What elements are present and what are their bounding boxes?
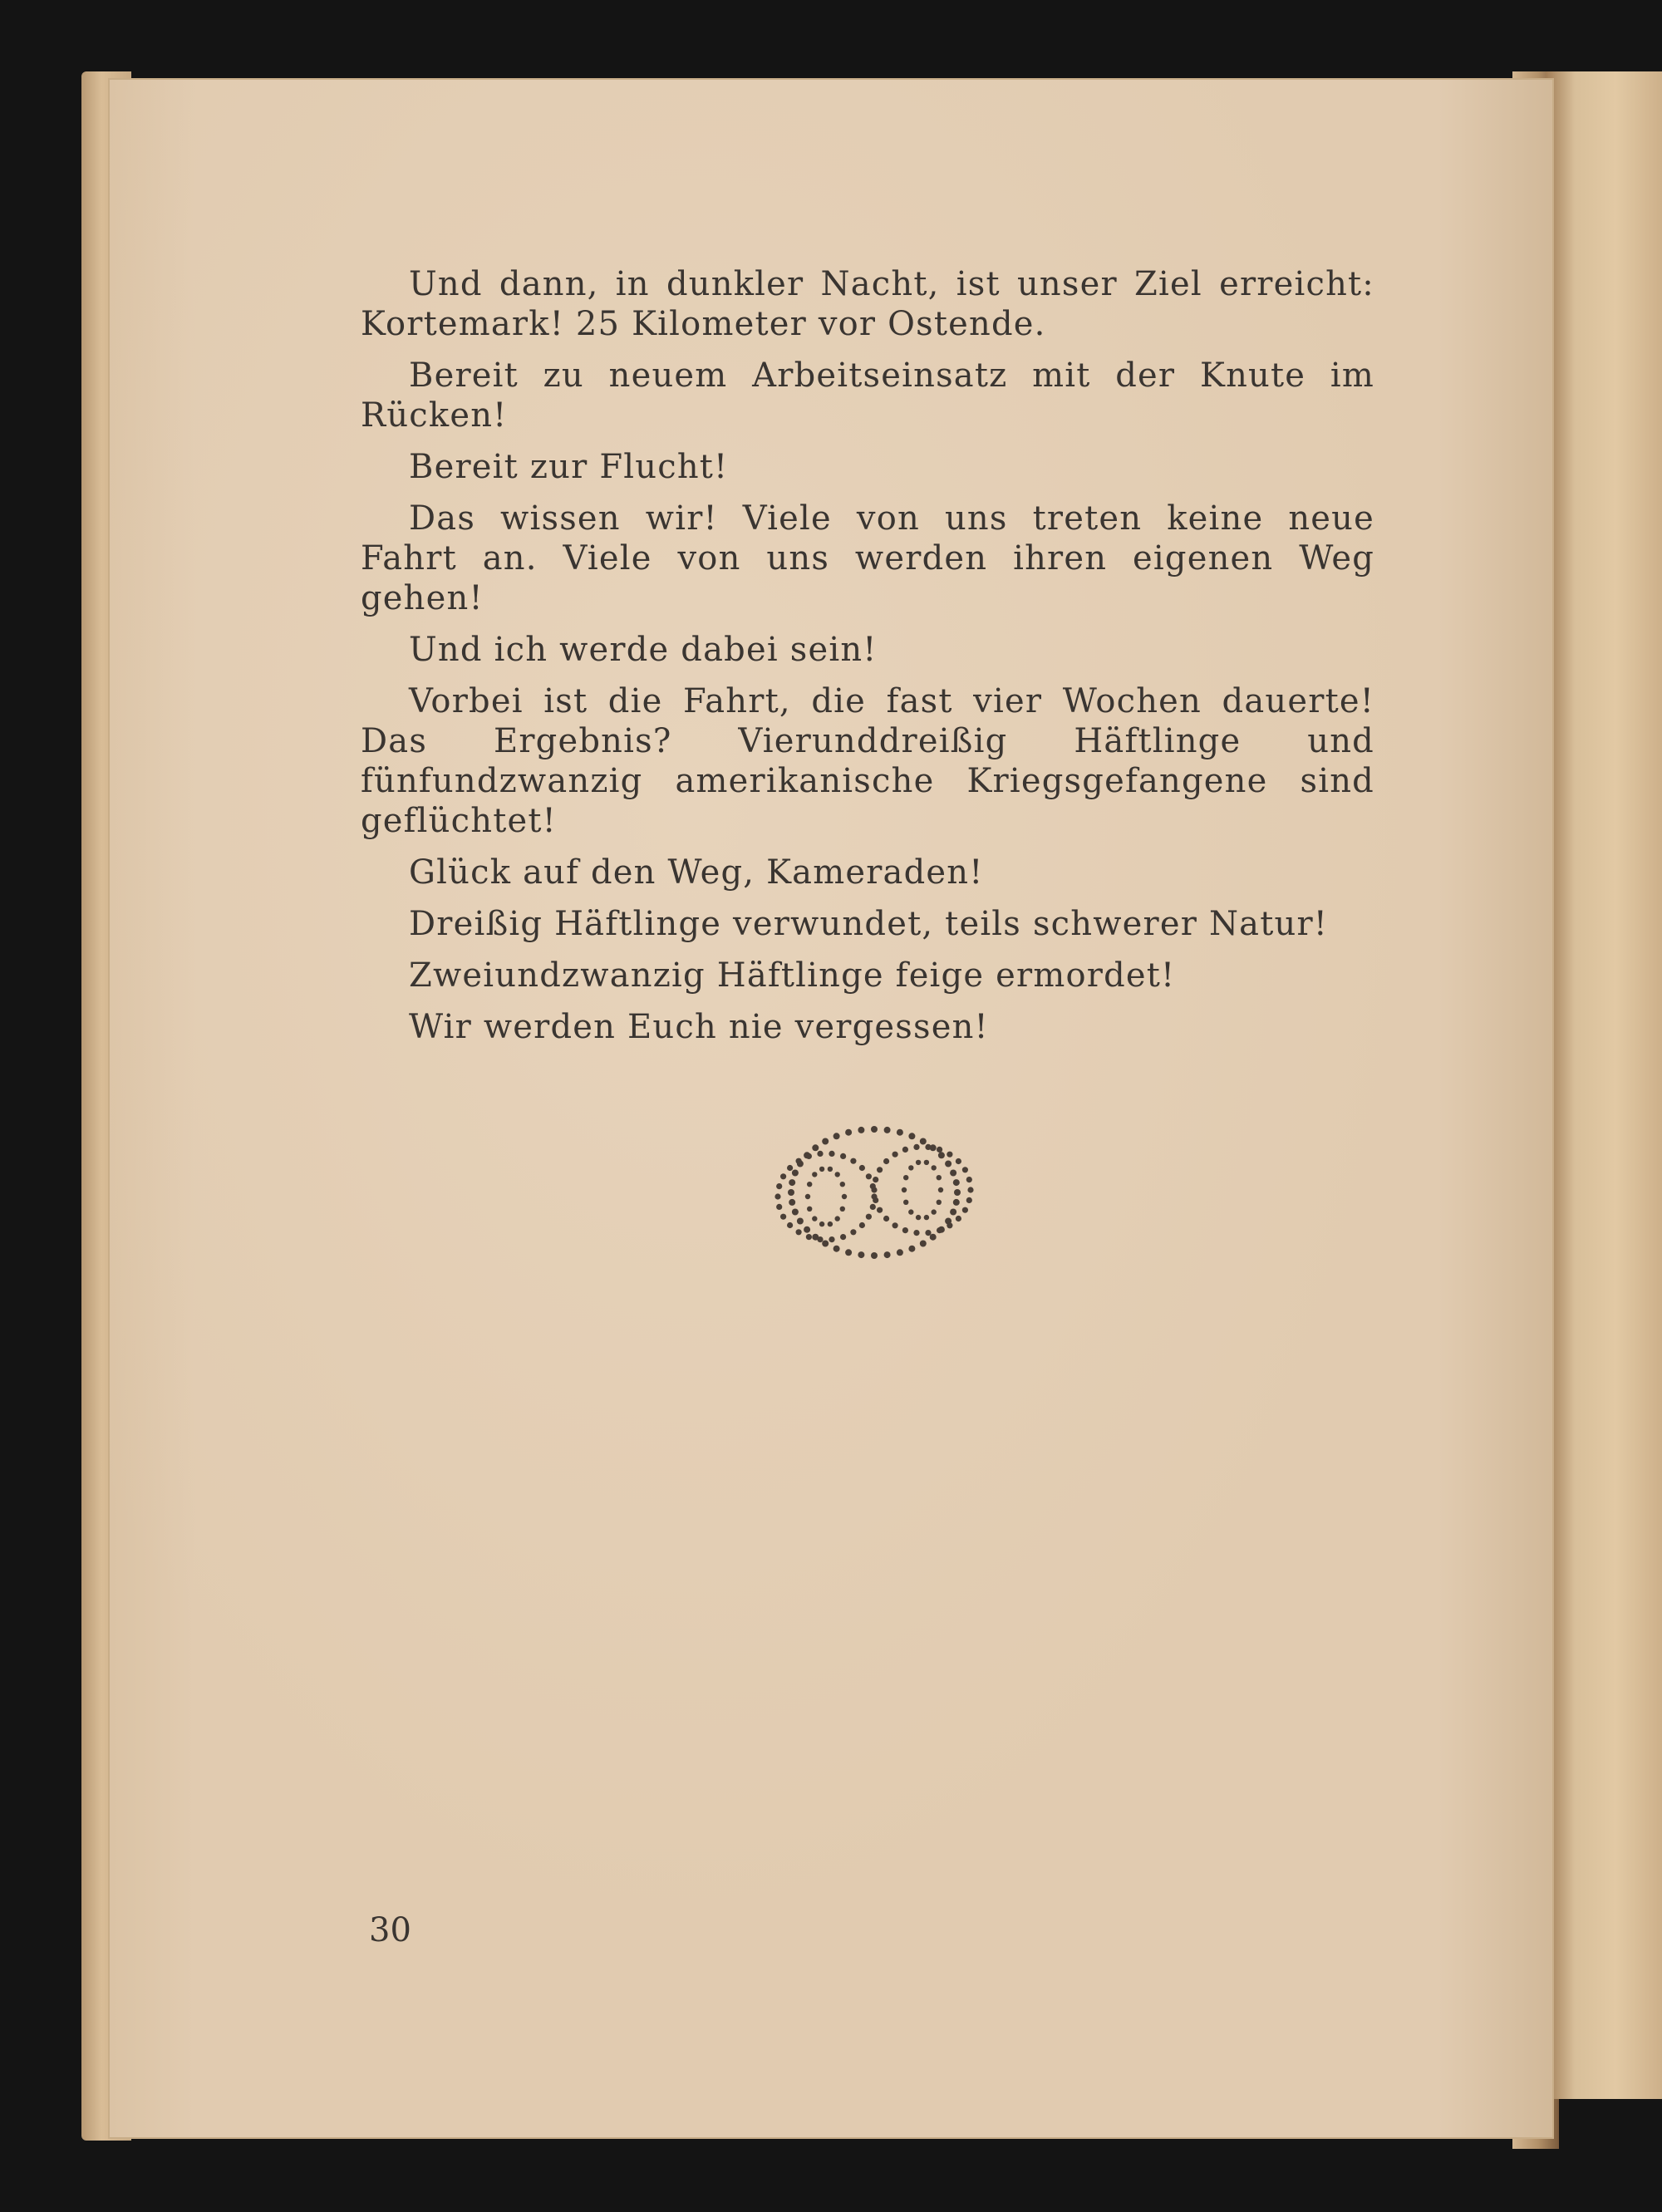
ornament-dot bbox=[937, 1227, 942, 1233]
ornament-dot bbox=[920, 1138, 927, 1145]
ornament-dot bbox=[908, 1165, 913, 1170]
ornament-dot bbox=[924, 1160, 929, 1165]
ornament-dot bbox=[792, 1209, 799, 1216]
ornament-dot bbox=[850, 1158, 856, 1164]
paragraph: Und dann, in dunkler Nacht, ist unser Ziel erreicht: Kortemark! 25 Kilometer vor Ostende. bbox=[361, 265, 1374, 343]
paragraph: Glück auf den Weg, Kameraden! bbox=[409, 853, 984, 892]
ornament-dot bbox=[807, 1182, 812, 1187]
ornament-dot bbox=[806, 1234, 812, 1240]
ornament-dot bbox=[804, 1226, 810, 1233]
paragraph: Das wissen wir! Viele von uns treten keine neue Fahrt an. Viele von uns werden ihren eigenen Weg gehen! bbox=[361, 499, 1374, 617]
ornament-dot bbox=[925, 1230, 931, 1236]
ornament-dot bbox=[947, 1222, 952, 1228]
ornament-dot bbox=[833, 1133, 840, 1139]
ornament-dot bbox=[897, 1129, 903, 1136]
ornament-dot bbox=[780, 1214, 786, 1220]
ornament-dot bbox=[796, 1229, 802, 1235]
ornament-dot bbox=[845, 1249, 852, 1256]
ornament-dot bbox=[817, 1151, 823, 1157]
ornament-dot bbox=[812, 1172, 817, 1177]
ornament-dot bbox=[873, 1197, 878, 1203]
ornament-dot bbox=[822, 1241, 829, 1247]
ornament-dot bbox=[938, 1187, 943, 1192]
page-text bbox=[361, 264, 1374, 1059]
ornament-dot bbox=[859, 1222, 865, 1228]
ornament-dot bbox=[807, 1207, 812, 1212]
ornament-dot bbox=[833, 1246, 840, 1252]
paragraph: Bereit zu neuem Arbeitseinsatz mit der Knute im Rücken! bbox=[361, 356, 1374, 435]
ornament-dot bbox=[956, 1158, 961, 1164]
ornament-dot bbox=[962, 1167, 968, 1172]
ornament-dot bbox=[788, 1189, 794, 1196]
ornament-dot bbox=[774, 1193, 780, 1199]
ornament-dot bbox=[787, 1165, 793, 1171]
ornament-dot bbox=[892, 1222, 898, 1228]
ornament-dot bbox=[835, 1216, 840, 1221]
ornament-dot bbox=[819, 1167, 824, 1172]
ornament-dot bbox=[937, 1200, 942, 1205]
ornament-dot bbox=[840, 1182, 845, 1187]
ornament-dot bbox=[796, 1158, 802, 1164]
paragraph: Vorbei ist die Fahrt, die fast vier Wochen dauerte! Das Ergebnis? Vierunddreißig Häftlinge und fünfundzwanzig amerikanische Kriegsgefangene sind geflüchtet! bbox=[361, 682, 1374, 840]
ornament-dot bbox=[966, 1177, 972, 1182]
ornament-dot bbox=[932, 1209, 937, 1214]
ornament-dot bbox=[903, 1200, 908, 1205]
ornament-dot bbox=[797, 1218, 804, 1225]
ornament-dot bbox=[953, 1179, 960, 1186]
ornament-dot bbox=[859, 1165, 865, 1171]
ornament-dot bbox=[924, 1215, 929, 1220]
ornament-dot bbox=[967, 1187, 973, 1192]
ornament-dot bbox=[938, 1152, 945, 1158]
paragraph: Und ich werde dabei sein! bbox=[409, 631, 878, 669]
ornament-dot bbox=[805, 1194, 810, 1199]
ornament-dot bbox=[828, 1222, 833, 1226]
ornament-dot bbox=[871, 1126, 878, 1133]
ornament-dot bbox=[920, 1241, 927, 1247]
ornament-dot bbox=[812, 1216, 817, 1221]
ornament-dot bbox=[850, 1229, 856, 1235]
ornament-dot bbox=[840, 1207, 845, 1212]
ornament-dot bbox=[902, 1187, 907, 1192]
ornament-dot bbox=[829, 1236, 834, 1242]
ornament-dot bbox=[776, 1183, 782, 1189]
ornament-dot bbox=[842, 1194, 847, 1199]
ornament-dot bbox=[962, 1207, 968, 1213]
ornament-dot bbox=[953, 1199, 960, 1206]
ornament-dot bbox=[937, 1175, 942, 1180]
ornament-dot bbox=[947, 1152, 952, 1158]
ornament-dot bbox=[966, 1197, 972, 1203]
ornament-dot bbox=[956, 1216, 961, 1222]
ornament-dot bbox=[840, 1234, 846, 1240]
ornament-dot bbox=[789, 1179, 795, 1186]
ornament-dot bbox=[776, 1204, 782, 1210]
ornament-dot bbox=[902, 1227, 908, 1233]
ornament-dot bbox=[866, 1173, 872, 1179]
ornament-dot bbox=[950, 1170, 956, 1177]
ornament-dot bbox=[817, 1236, 823, 1242]
ornament-dot bbox=[945, 1161, 951, 1167]
ornament-dot bbox=[858, 1251, 864, 1258]
ornament-dot bbox=[858, 1127, 864, 1133]
ornament-dot bbox=[908, 1209, 913, 1214]
ornament-dot bbox=[930, 1234, 937, 1241]
ornament-dot bbox=[840, 1153, 846, 1159]
ornament-dot bbox=[780, 1173, 786, 1179]
ornament-dot bbox=[806, 1153, 812, 1159]
ornament-dot bbox=[871, 1187, 877, 1192]
ornament-dot bbox=[829, 1151, 834, 1157]
ornament-dot bbox=[897, 1249, 903, 1256]
ornament-dot bbox=[903, 1175, 908, 1180]
ornament-dot bbox=[908, 1133, 915, 1139]
ornament-dot bbox=[819, 1222, 824, 1226]
ornament-dot bbox=[789, 1199, 795, 1206]
ornament-dot bbox=[866, 1214, 872, 1220]
paragraph: Dreißig Häftlinge verwundet, teils schwerer Natur! bbox=[409, 905, 1329, 943]
ornament-dot bbox=[916, 1215, 921, 1220]
ornament-dot bbox=[908, 1246, 915, 1252]
ornament-dot bbox=[792, 1170, 799, 1177]
ornament-dot bbox=[913, 1230, 919, 1236]
ornament-dot bbox=[916, 1160, 921, 1165]
ornament-dot bbox=[828, 1167, 833, 1172]
page-number: 30 bbox=[369, 1911, 411, 1949]
ornament-dot bbox=[937, 1147, 942, 1153]
ornament-dot bbox=[877, 1207, 883, 1213]
ornament-dot bbox=[902, 1147, 908, 1153]
ornament-dot bbox=[870, 1204, 876, 1210]
ornament-dot bbox=[871, 1252, 878, 1259]
ornament-dot bbox=[884, 1251, 891, 1258]
facing-page bbox=[1546, 71, 1662, 2099]
ornament-dot bbox=[812, 1144, 819, 1151]
paragraph: Bereit zur Flucht! bbox=[409, 448, 729, 486]
ornament-dot bbox=[954, 1189, 961, 1196]
ornament-dot bbox=[877, 1167, 883, 1172]
ornament-dot bbox=[925, 1144, 931, 1150]
ornament-dot bbox=[835, 1172, 840, 1177]
ornament-dot bbox=[845, 1129, 852, 1136]
ornament-dot bbox=[883, 1158, 889, 1164]
paragraph: Wir werden Euch nie vergessen! bbox=[409, 1008, 989, 1046]
ornament-dot bbox=[892, 1152, 898, 1158]
ornament-dot bbox=[932, 1165, 937, 1170]
dotted-interlocking-rings-ornament-icon bbox=[766, 1122, 982, 1263]
ornament-dot bbox=[950, 1209, 956, 1216]
ornament-dot bbox=[822, 1138, 829, 1145]
ornament-dot bbox=[884, 1127, 891, 1133]
paragraph: Zweiundzwanzig Häftlinge feige ermordet! bbox=[409, 956, 1176, 995]
ornament-dot bbox=[873, 1177, 878, 1182]
ornament-dot bbox=[787, 1222, 793, 1228]
ornament-dot bbox=[883, 1216, 889, 1222]
ornament-dot bbox=[913, 1144, 919, 1150]
